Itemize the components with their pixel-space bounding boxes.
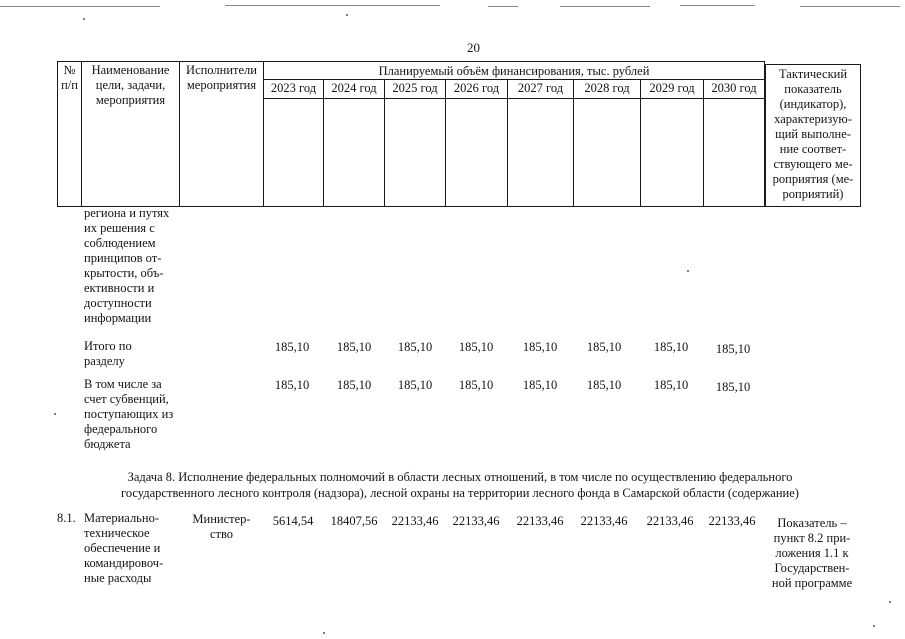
value-cell: 22133,46 — [516, 514, 564, 528]
header-indicator-col: Тактический показатель (индикатор), характеризую- щий выполне- ние соответ- ствующего ме- роприятия (ме- роприятий) — [772, 67, 854, 201]
year-header: 2030 год — [711, 81, 757, 95]
year-header: 2023 год — [270, 81, 317, 95]
value-cell: 5614,54 — [272, 514, 314, 528]
item-name: Материально- техническое обеспечение и командировоч- ные расходы — [84, 511, 164, 585]
year-header: 2027 год — [517, 81, 564, 95]
year-header: 2029 год — [649, 81, 695, 95]
value-cell: 22133,46 — [708, 514, 756, 528]
value-cell: 185,10 — [715, 380, 751, 394]
value-cell: 185,10 — [336, 340, 372, 354]
value-cell: 185,10 — [336, 378, 372, 392]
value-cell: 185,10 — [458, 378, 494, 392]
header-funding-title: Планируемый объём финансирования, тыс. рублей — [378, 64, 650, 78]
scan-edge-line — [488, 6, 518, 7]
scan-edge-line — [560, 6, 650, 7]
value-cell: 18407,56 — [330, 514, 378, 528]
scan-edge-line — [800, 6, 900, 7]
item-executor: Министер- ство — [192, 512, 251, 541]
scan-speck — [83, 18, 85, 20]
row-label: В том числе за счет субвенций, поступающих из федерального бюджета — [84, 377, 174, 451]
row-label: Итого по разделу — [84, 339, 132, 368]
task-heading: Задача 8. Исполнение федеральных полномочий в области лесных отношений, в том числе по осуществлению федерального государственного лесного контроля (надзора), лесной охраны на территории лесного фонда в Самарской области (содержание) — [121, 470, 799, 500]
year-header: 2028 год — [584, 81, 630, 95]
value-cell: 185,10 — [274, 340, 310, 354]
value-cell: 185,10 — [653, 340, 689, 354]
scan-edge-line — [680, 5, 755, 6]
scan-speck — [54, 413, 56, 415]
value-cell: 185,10 — [522, 340, 558, 354]
value-cell: 185,10 — [586, 378, 622, 392]
header-name-col: Наименование цели, задачи, мероприятия — [91, 63, 170, 107]
value-cell: 185,10 — [458, 340, 494, 354]
year-header: 2026 год — [453, 81, 500, 95]
value-cell: 185,10 — [653, 378, 689, 392]
scan-speck — [687, 270, 689, 272]
value-cell: 22133,46 — [452, 514, 500, 528]
scan-speck — [346, 14, 348, 16]
item-number: 8.1. — [57, 511, 76, 525]
header-number-col: № п/п — [61, 63, 78, 92]
value-cell: 185,10 — [522, 378, 558, 392]
header-executor-col: Исполнители мероприятия — [186, 63, 257, 92]
value-cell: 185,10 — [586, 340, 622, 354]
value-cell: 185,10 — [397, 340, 433, 354]
item-indicator: Показатель – пункт 8.2 при- ложения 1.1 к Государствен- ной программе — [771, 516, 853, 590]
value-cell: 22133,46 — [646, 514, 694, 528]
continuation-text: региона и путях их решения с соблюдением принципов от- крытости, объ- ективности и доступности информации — [84, 206, 170, 325]
value-cell: 185,10 — [397, 378, 433, 392]
value-cell: 185,10 — [715, 342, 751, 356]
scan-edge-line — [225, 5, 440, 6]
year-header: 2025 год — [392, 81, 438, 95]
scan-edge-line — [0, 6, 160, 7]
value-cell: 22133,46 — [580, 514, 628, 528]
value-cell: 185,10 — [274, 378, 310, 392]
value-cell: 22133,46 — [391, 514, 439, 528]
page-number: 20 — [467, 40, 480, 55]
scan-speck — [889, 601, 891, 603]
scan-speck — [323, 632, 325, 634]
year-header: 2024 год — [331, 81, 377, 95]
scan-speck — [873, 625, 875, 627]
